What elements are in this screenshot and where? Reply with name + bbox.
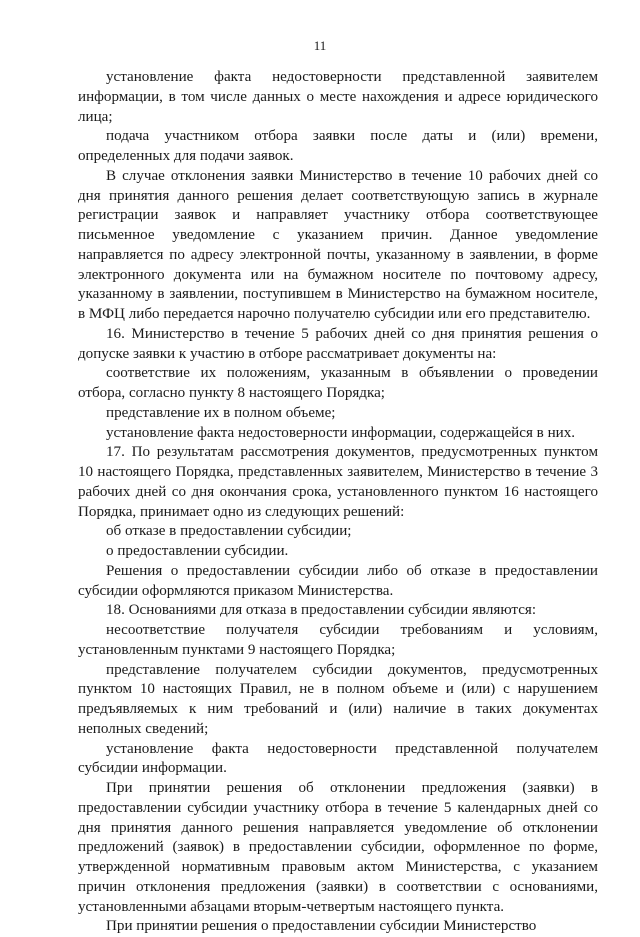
paragraph: несоответствие получателя субсидии требованиям и условиям, установленным пунктами 9 настоящего Порядка;	[78, 622, 598, 658]
paragraph: При принятии решения об отклонении предложения (заявки) в предоставлении субсидии участнику отбора в течение 5 календарных дней со дня принятия данного решения направляется уведомление об отклонении предложений (заявок) в предоставлении субсидии, оформленное по форме, утвержденной нормативным правовым актом Министерства, с указанием причин отклонения предложения (заявки) в соответствии с основаниями, установленными абзацами вторым-четвертым настоящего пункта.	[78, 780, 598, 915]
paragraph: установление факта недостоверности информации, содержащейся в них.	[106, 424, 576, 441]
paragraph: 17. По результатам рассмотрения документов, предусмотренных пунктом 10 настоящего Порядка, представленных заявителем, Министерство в течение 3 рабочих дней со дня окончания срока, установленного пунктом 16 настоящего Порядка, принимает одно из следующих решений:	[78, 444, 598, 520]
document-body	[78, 68, 598, 937]
page-number: 11	[313, 38, 327, 53]
paragraph: установление факта недостоверности представленной получателем субсидии информации.	[78, 740, 598, 777]
paragraph: установление факта недостоверности представленной заявителем информации, в том числе данных о месте нахождения и адресе юридического лица;	[78, 69, 598, 125]
paragraph: В случае отклонения заявки Министерство в течение 10 рабочих дней со дня принятия данного решения делает соответствующую запись в журнале регистрации заявок и направляет участнику отбора соответствующее письменное уведомление с указанием причин. Данное уведомление направляется по адресу электронной почты, указанному в заявлении, в форме электронного документа или на бумажном носителе по почтовому адресу, указанному в заявлении, поступившем в Министерство на бумажном носителе, в МФЦ либо передается нарочно получателю субсидии или его представителю.	[78, 167, 598, 322]
paragraph: подача участником отбора заявки после даты и (или) времени, определенных для подачи заявок.	[78, 128, 598, 164]
paragraph: При принятии решения о предоставлении субсидии Министерство	[106, 918, 537, 935]
paragraph: об отказе в предоставлении субсидии;	[106, 523, 352, 540]
paragraph: Решения о предоставлении субсидии либо об отказе в предоставлении субсидии оформляются приказом Министерства.	[78, 562, 598, 599]
paragraph: 16. Министерство в течение 5 рабочих дней со дня принятия решения о допуске заявки к участию в отборе рассматривает документы на:	[78, 325, 598, 362]
paragraph: соответствие их положениям, указанным в объявлении о проведении отбора, согласно пункту 8 настоящего Порядка;	[78, 365, 598, 401]
paragraph: 18. Основаниями для отказа в предоставлении субсидии являются:	[106, 602, 537, 619]
paragraph: представление получателем субсидии документов, предусмотренных пунктом 10 настоящих Правил, не в полном объеме и (или) с нарушением предъявляемых к ним требований и (или) наличие в таких документах неполных сведений;	[78, 661, 598, 737]
paragraph: представление их в полном объеме;	[106, 404, 336, 421]
paragraph: о предоставлении субсидии.	[106, 543, 289, 559]
